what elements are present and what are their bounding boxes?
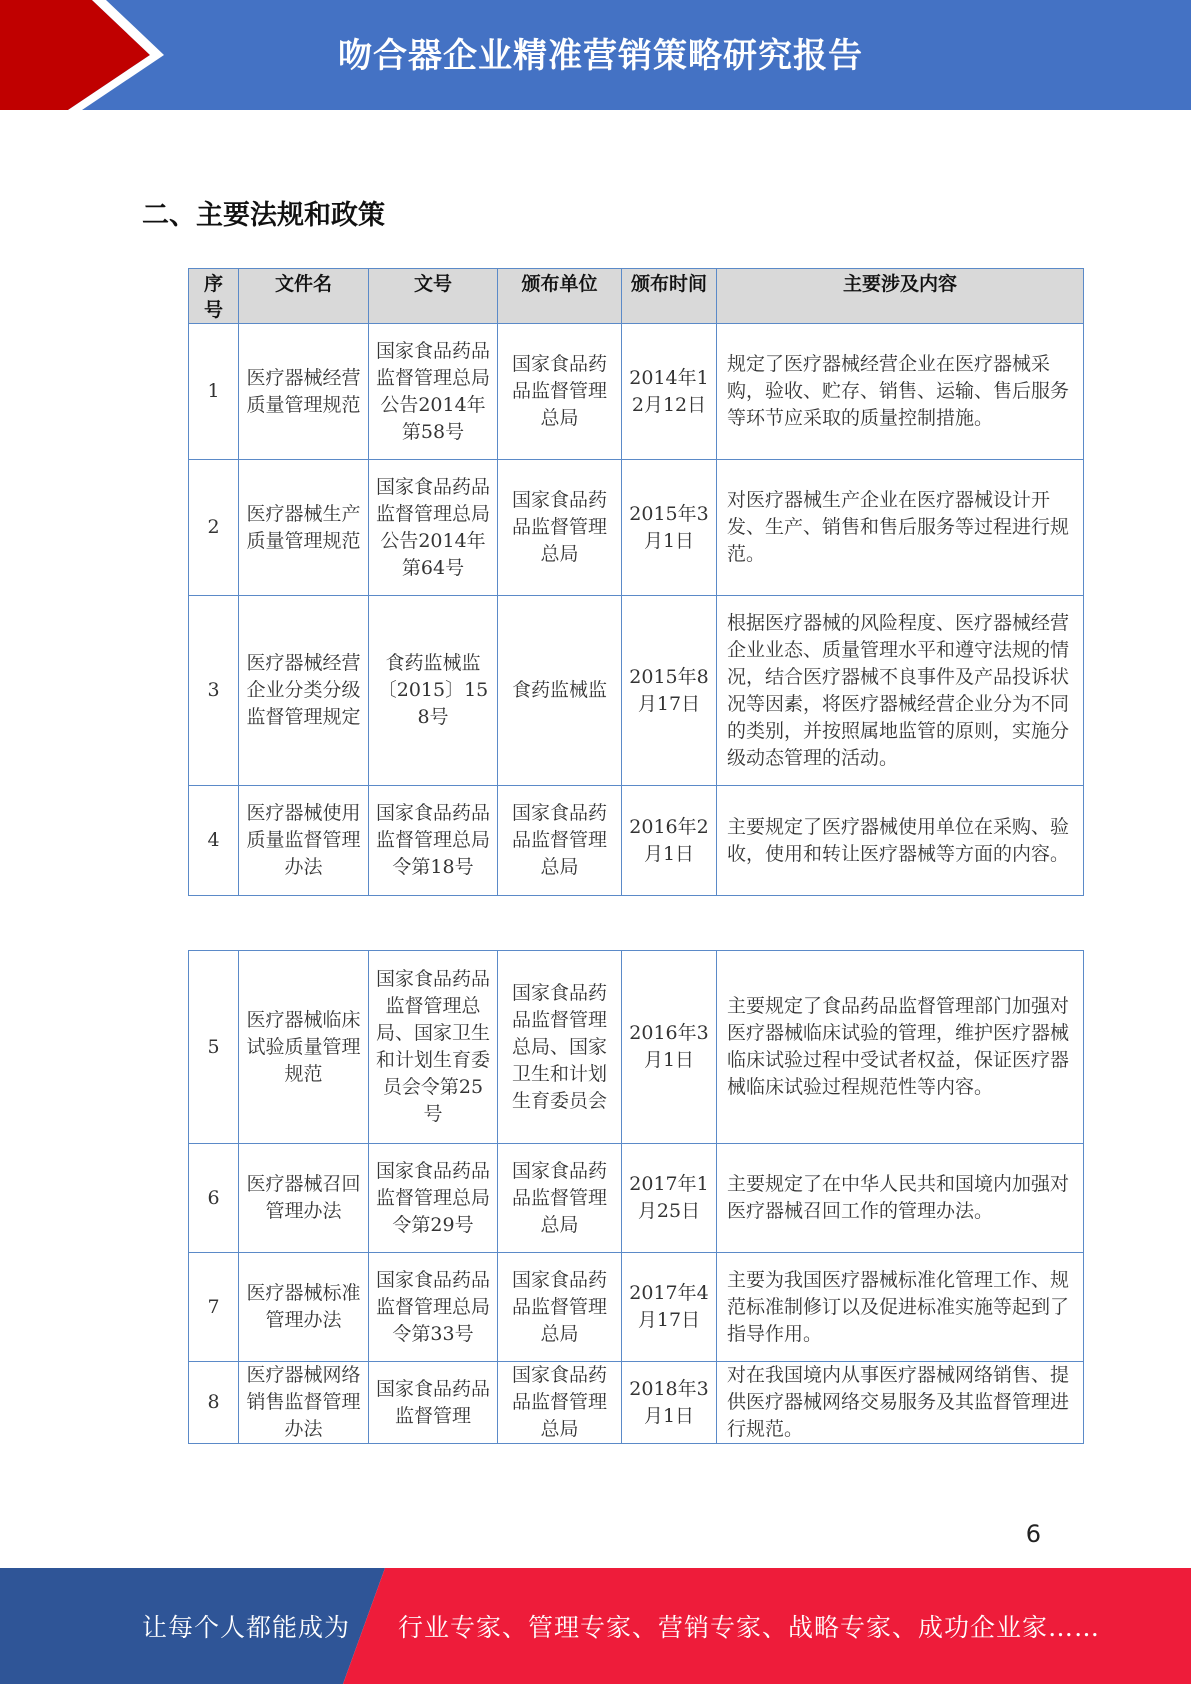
page-number: 6 bbox=[1025, 1520, 1041, 1548]
row-name: 医疗器械经营企业分类分级监督管理规定 bbox=[239, 596, 369, 786]
row-content: 主要规定了医疗器械使用单位在采购、验收，使用和转让医疗器械等方面的内容。 bbox=[717, 786, 1084, 896]
row-name: 医疗器械使用质量监督管理办法 bbox=[239, 786, 369, 896]
row-content: 主要为我国医疗器械标准化管理工作、规范标准制修订以及促进标准实施等起到了指导作用。 bbox=[717, 1253, 1084, 1362]
row-content: 对医疗器械生产企业在医疗器械设计开发、生产、销售和售后服务等过程进行规范。 bbox=[717, 460, 1084, 596]
row-issuer: 国家食品药品监督管理总局 bbox=[498, 1144, 622, 1253]
row-date: 2015年3月1日 bbox=[622, 460, 717, 596]
row-no: 4 bbox=[189, 786, 239, 896]
row-doc-no: 国家食品药品监督管理总局公告2014年第58号 bbox=[369, 324, 498, 460]
row-no: 6 bbox=[189, 1144, 239, 1253]
header-date: 颁布时间 bbox=[622, 269, 717, 324]
table-row bbox=[189, 1253, 1084, 1362]
table-row bbox=[189, 460, 1084, 596]
row-issuer: 国家食品药品监督管理总局 bbox=[498, 324, 622, 460]
row-content: 主要规定了食品药品监督管理部门加强对医疗器械临床试验的管理，维护医疗器械临床试验过程中受试者权益，保证医疗器械临床试验过程规范性等内容。 bbox=[717, 951, 1084, 1144]
table-row bbox=[189, 1144, 1084, 1253]
row-doc-no: 食药监械监〔2015〕158号 bbox=[369, 596, 498, 786]
row-date: 2016年3月1日 bbox=[622, 951, 717, 1144]
table-row bbox=[189, 786, 1084, 896]
footer-slogan-right: 行业专家、管理专家、营销专家、战略专家、成功企业家…… bbox=[398, 1613, 1101, 1642]
table-row bbox=[189, 951, 1084, 1144]
regulations-table-part-2 bbox=[188, 950, 1084, 1444]
row-content: 规定了医疗器械经营企业在医疗器械采购，验收、贮存、销售、运输、售后服务等环节应采取的质量控制措施。 bbox=[717, 324, 1084, 460]
row-date: 2015年8月17日 bbox=[622, 596, 717, 786]
row-name: 医疗器械经营质量管理规范 bbox=[239, 324, 369, 460]
header-no: 序号 bbox=[189, 269, 239, 324]
row-date: 2018年3月1日 bbox=[622, 1362, 717, 1444]
row-date: 2016年2月1日 bbox=[622, 786, 717, 896]
section-heading: 二、主要法规和政策 bbox=[142, 200, 385, 231]
row-content: 根据医疗器械的风险程度、医疗器械经营企业业态、质量管理水平和遵守法规的情况，结合医疗器械不良事件及产品投诉状况等因素，将医疗器械经营企业分为不同的类别，并按照属地监管的原则，实施分级动态管理的活动。 bbox=[717, 596, 1084, 786]
report-title: 吻合器企业精准营销策略研究报告 bbox=[338, 36, 863, 76]
table-row bbox=[189, 596, 1084, 786]
row-no: 1 bbox=[189, 324, 239, 460]
row-doc-no: 国家食品药品监督管理总局令第29号 bbox=[369, 1144, 498, 1253]
table-header-row bbox=[189, 269, 1084, 324]
table-row bbox=[189, 324, 1084, 460]
row-content: 主要规定了在中华人民共和国境内加强对医疗器械召回工作的管理办法。 bbox=[717, 1144, 1084, 1253]
row-date: 2017年4月17日 bbox=[622, 1253, 717, 1362]
row-doc-no: 国家食品药品监督管理总局公告2014年第64号 bbox=[369, 460, 498, 596]
row-name: 医疗器械网络销售监督管理办法 bbox=[239, 1362, 369, 1444]
page-footer bbox=[0, 1568, 1191, 1684]
row-name: 医疗器械召回管理办法 bbox=[239, 1144, 369, 1253]
header-doc-no: 文号 bbox=[369, 269, 498, 324]
row-issuer: 食药监械监 bbox=[498, 596, 622, 786]
header-issuer: 颁布单位 bbox=[498, 269, 622, 324]
table-row bbox=[189, 1362, 1084, 1444]
page-header bbox=[0, 0, 1191, 110]
regulations-table-part-1 bbox=[188, 268, 1084, 896]
row-no: 5 bbox=[189, 951, 239, 1144]
row-name: 医疗器械生产质量管理规范 bbox=[239, 460, 369, 596]
row-doc-no: 国家食品药品监督管理总局、国家卫生和计划生育委员会令第25号 bbox=[369, 951, 498, 1144]
row-issuer: 国家食品药品监督管理总局、国家卫生和计划生育委员会 bbox=[498, 951, 622, 1144]
header-name: 文件名 bbox=[239, 269, 369, 324]
row-issuer: 国家食品药品监督管理总局 bbox=[498, 786, 622, 896]
row-doc-no: 国家食品药品监督管理总局令第33号 bbox=[369, 1253, 498, 1362]
row-no: 3 bbox=[189, 596, 239, 786]
row-date: 2014年12月12日 bbox=[622, 324, 717, 460]
row-issuer: 国家食品药品监督管理总局 bbox=[498, 1253, 622, 1362]
row-content: 对在我国境内从事医疗器械网络销售、提供医疗器械网络交易服务及其监督管理进行规范。 bbox=[717, 1362, 1084, 1444]
row-no: 8 bbox=[189, 1362, 239, 1444]
row-name: 医疗器械临床试验质量管理规范 bbox=[239, 951, 369, 1144]
row-date: 2017年1月25日 bbox=[622, 1144, 717, 1253]
row-no: 7 bbox=[189, 1253, 239, 1362]
row-doc-no: 国家食品药品监督管理 bbox=[369, 1362, 498, 1444]
row-doc-no: 国家食品药品监督管理总局令第18号 bbox=[369, 786, 498, 896]
row-issuer: 国家食品药品监督管理总局 bbox=[498, 460, 622, 596]
header-content: 主要涉及内容 bbox=[717, 269, 1084, 324]
row-no: 2 bbox=[189, 460, 239, 596]
row-name: 医疗器械标准管理办法 bbox=[239, 1253, 369, 1362]
footer-slogan-left: 让每个人都能成为 bbox=[142, 1613, 351, 1642]
row-issuer: 国家食品药品监督管理总局 bbox=[498, 1362, 622, 1444]
